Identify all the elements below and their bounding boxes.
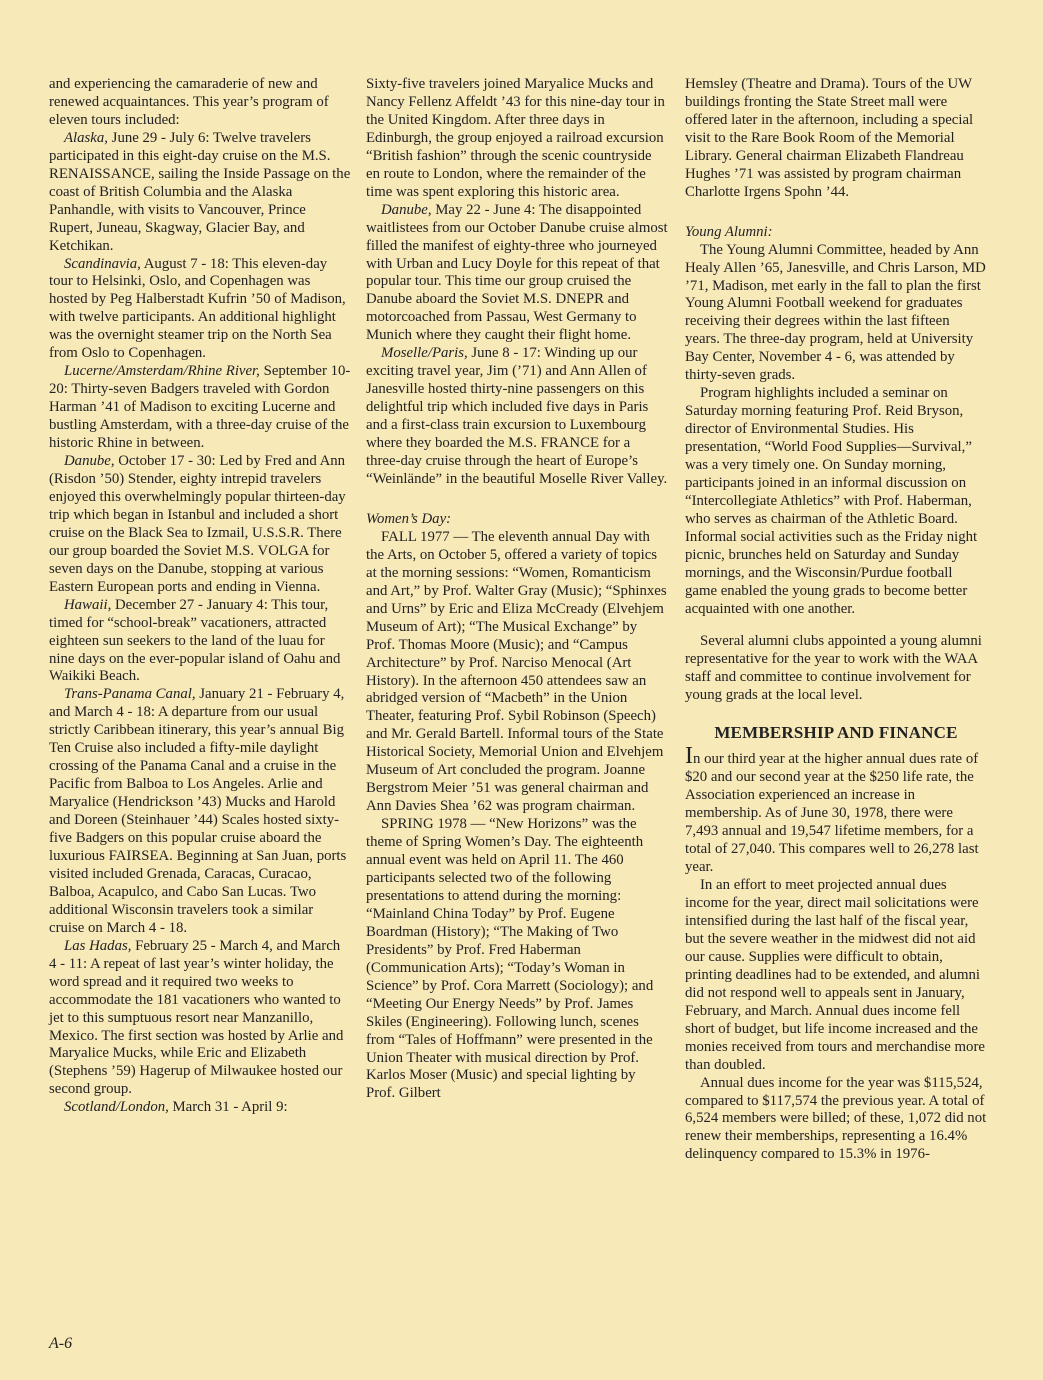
tour-name: Alaska, [64,129,108,146]
tour-text: June 29 - July 6: Twelve travelers participated in this eight-day cruise on the M.S. RENAISSANCE, sailing the Inside Passage on the coast of British Columbia and the Alaska Panhandle, with visits to Vancouver, Prince Rupert, Juneau, Skagway, Glacier Bay, and Ketchikan. [49,129,351,254]
text-column-1 [49,76,351,1117]
paragraph-membership-intro [685,743,987,877]
paragraph-fall-1977: FALL 1977 — The eleventh annual Day with the Arts, on October 5, offered a variety of topics at the morning sessions: “Women, Romanticism and Art,” by Prof. Walter Gray (Music); “Sphinxes and Urns” by Eric and Eliza McCready (Elvehjem Museum of Art); “The Musical Exchange” by Prof. Thomas Moore (Music); and “Campus Architecture” by Prof. Narciso Menocal (Art History). In the afternoon 450 attendees saw an abridged version of “Macbeth” in the Union Theater, featuring Prof. Sybil Robinson (Speech) and Mr. Gerald Bartell. Informal tours of the State Historical Society, Memorial Union and Elvehjem Museum of Art concluded the program. Joanne Bergstrom Meier ’51 was general chairman and Ann Davies Shea ’62 was program chairman. [366,528,667,815]
paragraph-scotland [49,1099,351,1117]
paragraph-moselle [366,345,668,489]
tour-text: September 10-20: Thirty-seven Badgers traveled with Gordon Harman ’41 of Madison to exciting Lucerne and bustling Amsterdam, with a three-day cruise of the historic Rhine in between. [49,363,351,452]
section-heading-membership: MEMBERSHIP AND FINANCE [714,723,958,743]
tour-name: Danube, [381,201,432,218]
paragraph-panama [49,686,351,937]
paragraph-hawaii [49,597,351,687]
paragraph-las-hadas [49,938,351,1100]
paragraph-danube-may [366,202,668,346]
paragraph: In an effort to meet projected annual dues income for the year, direct mail solicitations were intensified during the last half of the fiscal year, but the severe weather in the midwest did not aid our cause. Supplies were difficult to obtain, printing deadlines had to be extended, and alumni did not respond well to appeals sent in January, February, and March. Annual dues income fell short of budget, but life income increased and the monies received from tours and merchandise more than doubled. [685,877,985,1073]
text-column-2 [366,76,668,1103]
tour-name: Hawaii, [64,596,112,613]
tour-text: March 31 - April 9: [168,1099,288,1116]
tour-text: May 22 - June 4: The disappointed waitlistees from our October Danube cruise almost filled the manifest of eighty-three who journeyed with Urban and Lucy Doyle for this repeat of that popular tour. This time our group cruised the Danube aboard the Soviet M.S. DNEPR and motorcoached from Passau, West Germany to Munich where they caught their flight home. [366,201,668,344]
tour-name: Lucerne/Amsterdam/Rhine River, [64,363,260,380]
tour-text: June 8 - 17: Winding up our exciting travel year, Jim (’71) and Ann Allen of Janesville hosted thirty-nine passengers on this delightful trip which included five days in Paris and a first-class train excursion to Luxembourg where they boarded the M.S. FRANCE for a three-day cruise through the heart of Europe’s “Weinlände” in the beautiful Moselle River Valley. [366,345,668,487]
section-title-young-alumni: Young Alumni: [685,223,773,240]
section-title-womens-day: Women’s Day: [366,510,452,527]
paragraph-lucerne [49,363,351,453]
paragraph-spring-1978: SPRING 1978 — “New Horizons” was the theme of Spring Women’s Day. The eighteenth annual event was held on April 11. The 460 participants selected two of the following presentations to attend during the morning: “Mainland China Today” by Prof. Eugene Boardman (History); “The Making of Two Presidents” by Prof. Fred Haberman (Communication Arts); “Today’s Woman in Science” by Prof. Cora Marrett (Sociology); and “Meeting Our Energy Needs” by Prof. James Skiles (Engineering). Following lunch, scenes from “Tales of Hoffmann” were presented in the Union Theater with musical direction by Prof. Karlos Moser (Music) and special lighting by Prof. Gilbert [366,816,654,1102]
paragraph-scandinavia [49,256,351,364]
paragraph: Several alumni clubs appointed a young alumni representative for the year to work with the WAA staff and committee to continue involvement for young grads at the local level. [685,632,982,703]
paragraph: The Young Alumni Committee, headed by Ann Healy Allen ’65, Janesville, and Chris Larson, MD ’71, Madison, met early in the fall to plan the first Young Alumni Football weekend for graduates receiving their degrees within the last fifteen years. The three-day program, held at University Bay Center, November 4 - 6, was attended by thirty-seven grads. [685,241,986,384]
tour-text: August 7 - 18: This eleven-day tour to Helsinki, Oslo, and Copenhagen was hosted by Peg Halberstadt Kufrin ’50 of Madison, with twelve participants. An additional highlight was the overnight steamer trip on the North Sea from Oslo to Copenhagen. [49,255,346,362]
tour-name: Scotland/London, [64,1099,169,1116]
tour-name: Danube, [64,453,115,470]
tour-name: Moselle/Paris, [381,345,468,362]
page-number: A-6 [49,1335,73,1352]
paragraph-text: n our third year at the higher annual dues rate of $20 and our second year at the $250 life rate, the Association experienced an increase in membership. As of June 30, 1978, there were 7,493 annual and 19,547 lifetime members, for a total of 27,040. This compares well to 26,278 last year. [685,751,979,876]
paragraph: Sixty-five travelers joined Maryalice Mucks and Nancy Fellenz Affeldt ’43 for this nine-day tour in the United Kingdom. After three days in Edinburgh, the group enjoyed a railroad excursion “British fashion” through the scenic countryside en route to London, where the remainder of the time was spent exploring this historic area. [366,76,665,200]
tour-text: October 17 - 30: Led by Fred and Ann (Risdon ’50) Stender, eighty intrepid travelers enjoyed this overwhelmingly popular thirteen-day trip which began in Istanbul and included a short cruise on the Black Sea to Izmail, U.S.S.R. There our group boarded the Soviet M.S. VOLGA for seven days on the Danube, stopping at various Eastern European ports and ending in Vienna. [49,453,346,595]
text-column-3 [685,76,987,1164]
paragraph-danube-oct [49,453,351,597]
tour-text: January 21 - February 4, and March 4 - 18: A departure from our usual strictly Caribbean itinerary, this year’s annual Big Ten Cruise also included a fifty-mile daylight crossing of the Panama Canal and a cruise in the Pacific from Balboa to Los Angeles. Arlie and Maryalice (Hendrickson ’43) Mucks and Harold and Doreen (Steinhauer ’44) Scales hosted sixty-five Badgers on this popular cruise aboard the luxurious FAIRSEA. Beginning at San Juan, ports visited included Grenada, Caracas, Curacao, Balboa, Acapulco, and Cabo San Lucas. Two additional Wisconsin travelers took a similar cruise on March 4 - 18. [49,686,347,936]
tour-name: Trans-Panama Canal, [64,686,196,703]
paragraph: and experiencing the camaraderie of new and renewed acquaintances. This year’s program of eleven tours included: [49,76,329,128]
paragraph: Annual dues income for the year was $115,524, compared to $117,574 the previous year. A total of 6,524 members were billed; of these, 1,072 did not renew their memberships, representing a 16.4% delinquency compared to 15.3% in 1976- [685,1074,987,1163]
drop-cap: I [685,743,693,770]
paragraph: Program highlights included a seminar on Saturday morning featuring Prof. Reid Bryson, director of Environmental Studies. His presentation, “World Food Supplies—Survival,” was a very timely one. On Sunday morning, participants joined in an informal discussion on “Intercollegiate Athletics” with Prof. Haberman, who serves as chairman of the Athletic Board. Informal social activities such as the Friday night picnic, brunches held on Saturday and Sunday mornings, and the Wisconsin/Purdue football game enabled the young grads to become better acquainted with one another. [685,385,978,617]
tour-name: Las Hadas, [64,937,132,954]
paragraph-alaska [49,130,351,256]
tour-name: Scandinavia, [64,255,141,272]
tour-text: December 27 - January 4: This tour, timed for “school-break” vacationers, attracted eighteen sun seekers to the land of the luau for nine days on the ever-popular island of Oahu and Waikiki Beach. [49,596,341,685]
paragraph: Hemsley (Theatre and Drama). Tours of the UW buildings fronting the State Street mall were offered later in the afternoon, including a special visit to the Rare Book Room of the Memorial Library. General chairman Elizabeth Flandreau Hughes ’71 was assisted by program chairman Charlotte Irgens Spohn ’44. [685,76,974,200]
tour-text: February 25 - March 4, and March 4 - 11: A repeat of last year’s winter holiday, the word spread and it required two weeks to accommodate the 181 vacationers who wanted to jet to this sumptuous resort near Manzanillo, Mexico. The first section was hosted by Arlie and Maryalice Mucks, while Eric and Elizabeth (Stephens ’59) Hagerup of Milwaukee hosted our second group. [49,937,344,1098]
